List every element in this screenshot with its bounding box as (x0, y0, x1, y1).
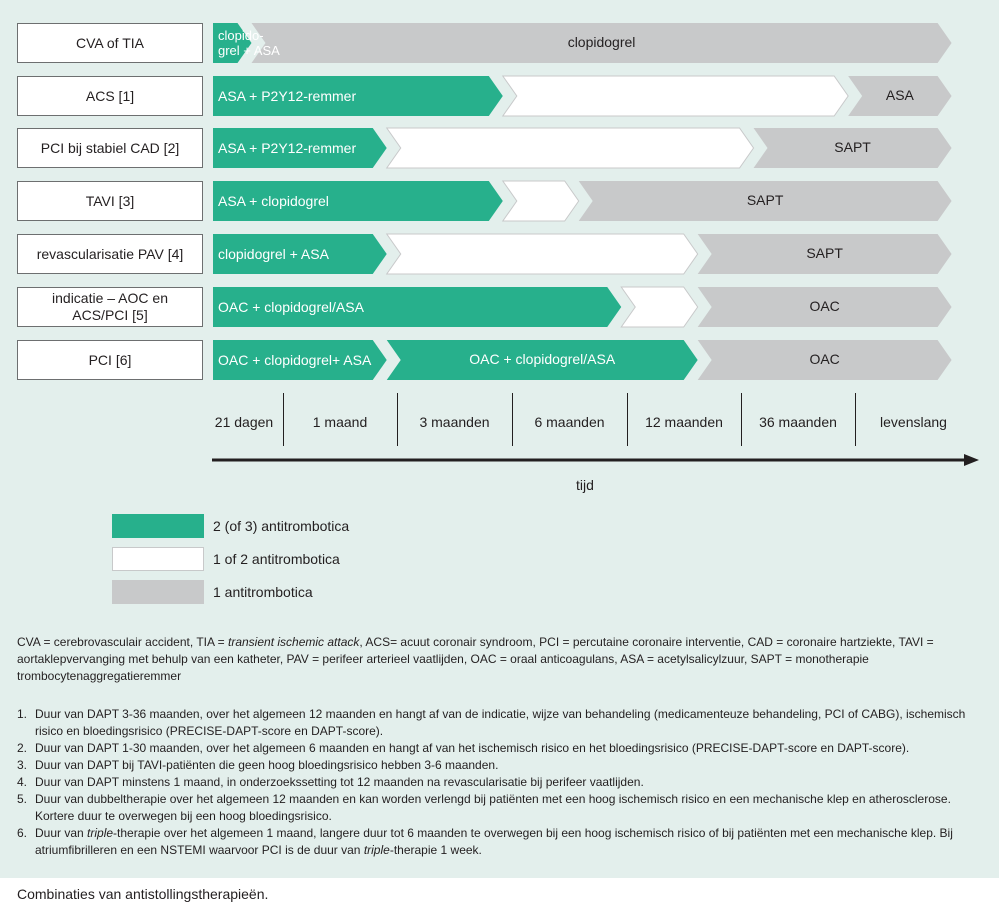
segment-label: OAC (809, 351, 840, 367)
segment-label: clopidogrel (567, 34, 636, 50)
segment-label: clopidogrel + ASA (218, 246, 329, 262)
row-label: PCI [6] (17, 340, 203, 380)
therapy-segment-white (387, 128, 754, 168)
segment-label: OAC (809, 298, 840, 314)
segment-label: OAC + clopidogrel/ASA (218, 299, 364, 315)
axis-tick-label: levenslang (880, 414, 947, 430)
abbreviations-text: CVA = cerebrovasculair accident, TIA = transient ischemic attack, ACS= acuut coronair syndroom, PCI = percutaine coronaire interventie, CAD = coronaire hartziekte, TAVI = aortaklepvervanging met behulp van een katheter, PAV = perifeer arterieel vaatlijden, OAC = oraal anticoagulans, ASA = acetylsalicylzuur, SAPT = monotherapie trombocytenaggregatieremmer (17, 635, 934, 683)
legend-label-gray: 1 antitrombotica (213, 584, 313, 600)
footnote: 6. Duur van triple-therapie over het algemeen 1 maand, langere duur tot 6 maanden te overwegen bij een hoog ischemisch risico of bij patiënten met een mechanische klep. Bij atriumfibrilleren en een NSTEMI waarvoor PCI is de duur van triple-therapie 1 week. (17, 826, 953, 857)
segment-label: ASA + clopidogrel (218, 193, 329, 209)
therapy-segment-white (387, 234, 698, 274)
segment-label: SAPT (746, 192, 784, 208)
axis-tick-label: 3 maanden (419, 414, 490, 430)
legend-swatch-green (112, 514, 204, 538)
segment-label: ASA + P2Y12-remmer (218, 140, 357, 156)
legend-label-white: 1 of 2 antitrombotica (213, 551, 340, 567)
segment-label: ASA (885, 87, 914, 103)
row-label: ACS [1] (17, 76, 203, 116)
axis-tick-label: 1 maand (312, 414, 368, 430)
axis-tick-label: 6 maanden (534, 414, 605, 430)
footnote: 1. Duur van DAPT 3-36 maanden, over het algemeen 12 maanden en hangt af van de indicatie, wijze van behandeling (medicamenteuze behandeling, PCI of CABG), ischemisch risico en bloedingsrisico (PRECISE-DAPT-score en DAPT-score). (17, 707, 966, 738)
segment-label: ASA + P2Y12-remmer (218, 88, 357, 104)
footnote: 2. Duur van DAPT 1-30 maanden, over het algemeen 6 maanden en hangt af van het ischemisch risico en het bloedingsrisico (PRECISE-DAPT-score en DAPT-score). (17, 741, 910, 755)
therapy-segment-white (503, 76, 848, 116)
footnote: 3. Duur van DAPT bij TAVI-patiënten die geen hoog bloedingsrisico hebben 3-6 maanden. (17, 758, 499, 772)
row-label: CVA of TIA (17, 23, 203, 63)
footnote: 5. Duur van dubbeltherapie over het algemeen 12 maanden en kan worden verlengd bij patiënten met een hoog ischemisch risico en een mechanische klep en atherosclerose. Kortere duur te overwegen bij een hoog bloedingsrisico. (17, 792, 951, 823)
axis-title: tijd (576, 477, 594, 493)
legend-swatch-gray (112, 580, 204, 604)
segment-label: SAPT (834, 139, 871, 155)
segment-label: OAC + clopidogrel+ ASA (218, 352, 372, 368)
axis-tick-label: 21 dagen (214, 414, 274, 430)
footnotes-list (17, 706, 977, 859)
row-label: revascularisatie PAV [4] (17, 234, 203, 274)
row-label: indicatie – AOC en ACS/PCI [5] (17, 287, 203, 327)
row-label: TAVI [3] (17, 181, 203, 221)
legend-label-green: 2 (of 3) antitrombotica (213, 518, 350, 534)
footnote: 4. Duur van DAPT minstens 1 maand, in onderzoekssetting tot 12 maanden na revascularisatie bij perifeer vaatlijden. (17, 775, 644, 789)
axis-tick-label: 36 maanden (759, 414, 837, 430)
time-axis-arrowhead (964, 454, 979, 466)
segment-label: SAPT (806, 245, 843, 261)
axis-tick-label: 12 maanden (645, 414, 723, 430)
segment-label: clopido- grel + ASA (218, 28, 280, 58)
figure-caption: Combinaties van antistollingstherapieën. (17, 886, 269, 902)
therapy-segment-white (503, 181, 579, 221)
segment-label: OAC + clopidogrel/ASA (469, 351, 616, 367)
row-label: PCI bij stabiel CAD [2] (17, 128, 203, 168)
therapy-segment-white (621, 287, 697, 327)
legend-swatch-white (112, 547, 204, 571)
